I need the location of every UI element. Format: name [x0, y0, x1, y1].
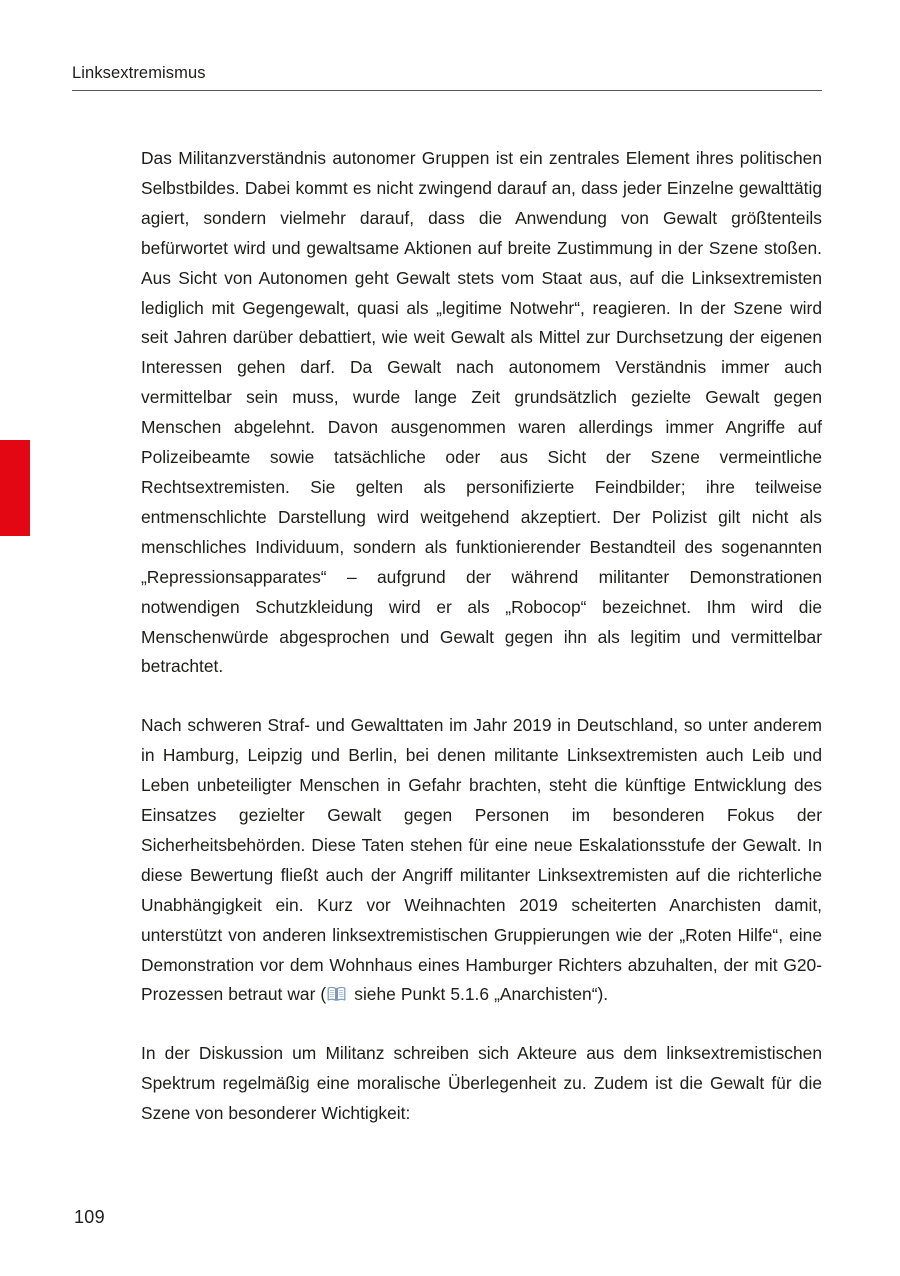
paragraph-text-before-reference: Nach schweren Straf- und Gewalttaten im Jahr 2019 in Deutschland, so unter anderem in Hamburg, Leipzig und Berlin, bei denen militante Linksextremisten auch Leib und Leben unbeteiligter Menschen in Gefahr brachten, steht die künftige Entwicklung des Einsatzes gezielter Gewalt gegen Personen im besonderen Fokus der Sicherheitsbehörden. Diese Taten stehen für eine neue Eskalationsstufe der Gewalt. In diese Bewertung fließt auch der Angriff militanter Linksextremisten auf die richterliche Unabhängigkeit ein. Kurz vor Weihnachten 2019 scheiterten Anarchisten damit, unterstützt von anderen linksextremistischen Gruppierungen wie der „Roten Hilfe“, eine Demonstration vor dem Wohnhaus eines Hamburger Richters abzuhalten, der mit G20-Prozessen betraut war (	[141, 715, 822, 1005]
running-head-label: Linksextremismus	[72, 64, 206, 82]
paragraph-militanzverstaendnis: Das Militanzverständnis autonomer Gruppen ist ein zentrales Element ihres politischen Selbstbildes. Dabei kommt es nicht zwingend darauf an, dass jeder Einzelne gewalttätig agiert, sondern vielmehr darauf, dass die Anwendung von Gewalt größtenteils befürwortet wird und gewaltsame Aktionen auf breite Zustimmung in der Szene stoßen. Aus Sicht von Autonomen geht Gewalt stets vom Staat aus, auf die Linksextremisten lediglich mit Gegengewalt, quasi als „legitime Notwehr“, reagieren. In der Szene wird seit Jahren darüber debattiert, wie weit Gewalt als Mittel zur Durchsetzung der eigenen Interessen gehen darf. Da Gewalt nach autonomem Verständnis immer auch vermittelbar sein muss, wurde lange Zeit grundsätzlich gezielte Gewalt gegen Menschen abgelehnt. Davon ausgenommen waren allerdings immer Angriffe auf Polizeibeamte sowie tatsächliche oder aus Sicht der Szene vermeintliche Rechtsextremisten. Sie gelten als personifizierte Feindbilder; ihre teilweise entmenschlichte Darstellung wird weitgehend akzeptiert. Der Polizist gilt nicht als menschliches Individuum, sondern als funktionierender Bestandteil des sogenannten „Repressionsapparates“ – aufgrund der während militanter Demonstrationen notwendigen Schutzkleidung wird er als „Robocop“ bezeichnet. Ihm wird die Menschenwürde abgesprochen und Gewalt gegen ihn als legitim und vermittelbar betrachtet.	[141, 148, 822, 677]
paragraph-diskussion-militanz: In der Diskussion um Militanz schreiben sich Akteure aus dem linksextremistischen Spektrum regelmäßig eine moralische Überlegenheit zu. Zudem ist die Gewalt für die Szene von besonderer Wichtigkeit:	[141, 1043, 822, 1124]
page-folio	[74, 1206, 105, 1228]
paragraph-text-after-reference: siehe Punkt 5.1.6 „Anarchisten“).	[349, 984, 609, 1005]
section-marker-tab	[0, 440, 30, 536]
running-head	[72, 62, 822, 84]
open-book-icon	[327, 986, 346, 1002]
header-divider-rule	[72, 90, 822, 91]
body-text-column	[141, 144, 822, 1129]
page-number: 109	[74, 1207, 105, 1227]
paragraph-straftaten-2019	[141, 711, 822, 1010]
